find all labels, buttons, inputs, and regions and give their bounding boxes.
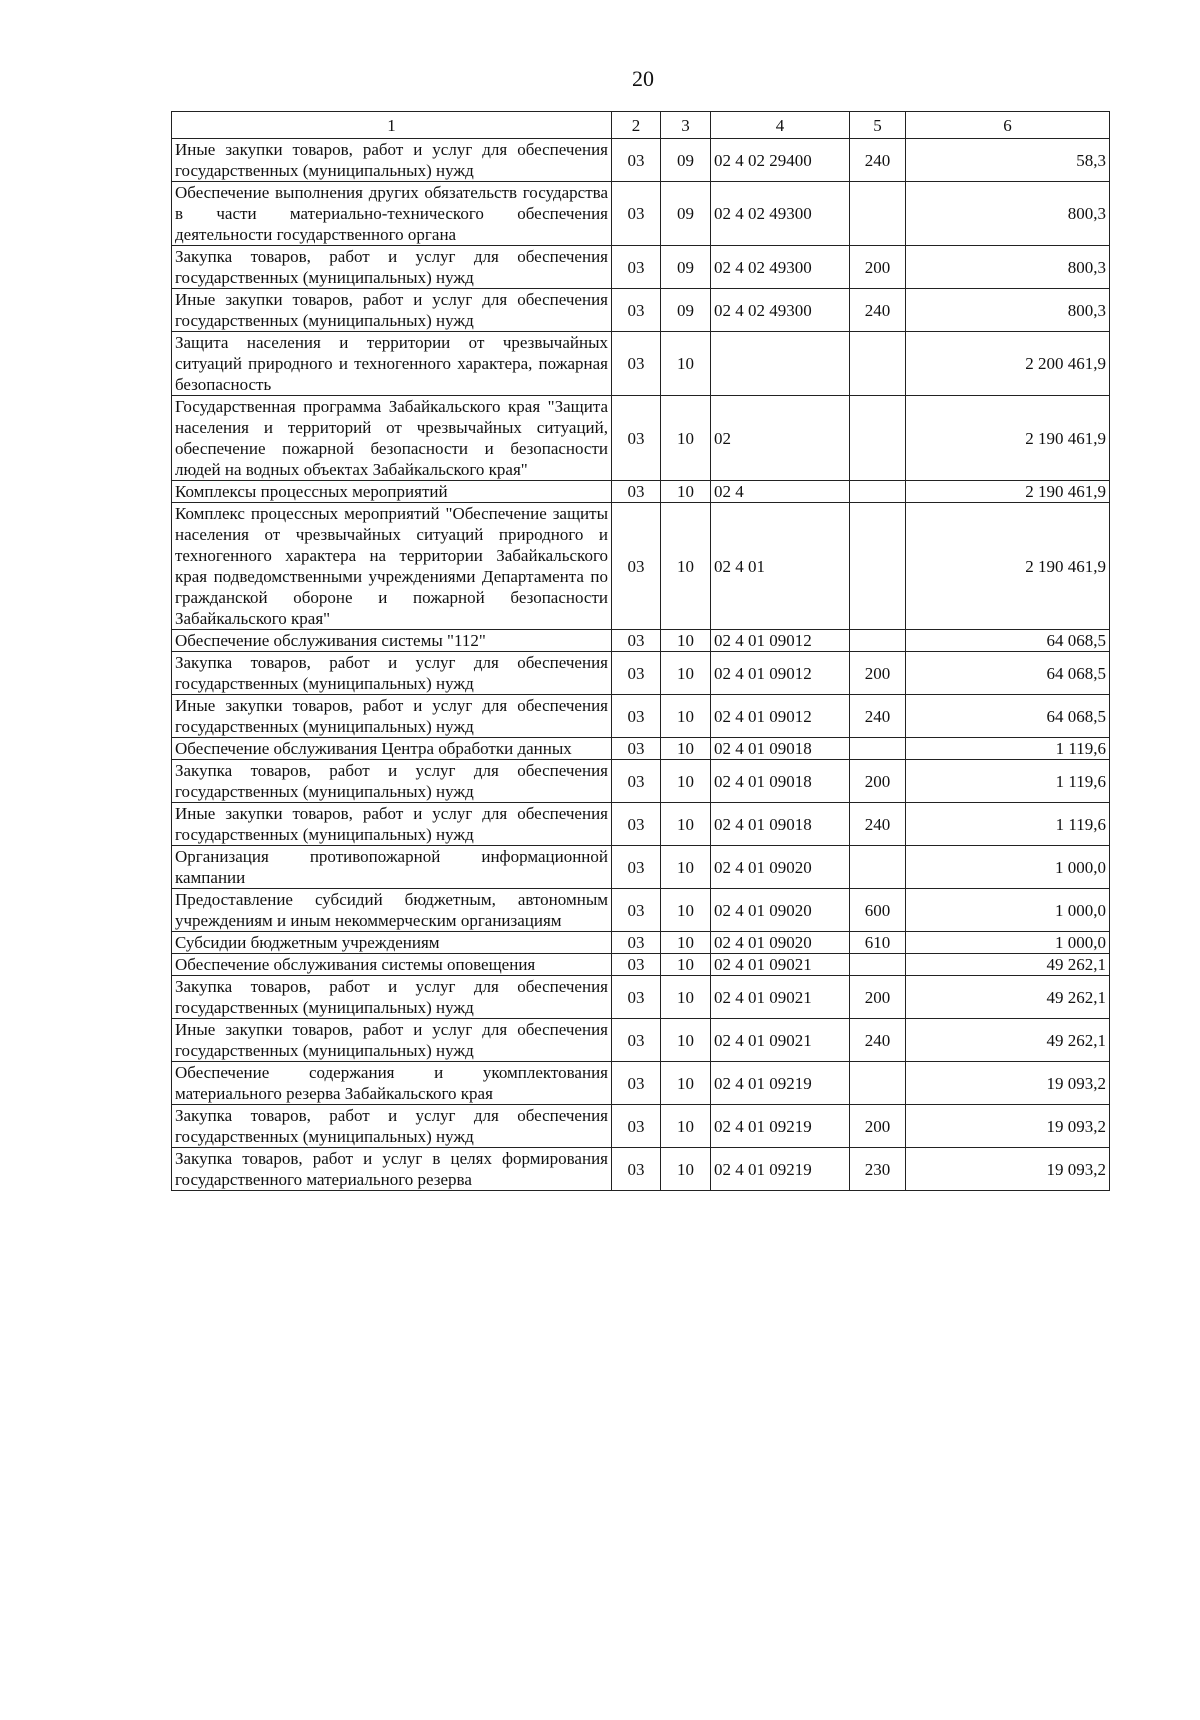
row-name-cell: Иные закупки товаров, работ и услуг для обеспечения государственных (муниципальных) нужд	[172, 1019, 612, 1062]
row-subsection-cell: 09	[661, 289, 711, 332]
row-expense-type-cell	[850, 954, 906, 976]
table-row	[172, 932, 1110, 954]
row-target-code-cell: 02 4 01	[711, 503, 850, 630]
row-amount-cell: 1 000,0	[906, 846, 1110, 889]
table-body	[172, 139, 1110, 1191]
row-subsection-cell: 10	[661, 1105, 711, 1148]
row-amount-cell: 2 190 461,9	[906, 503, 1110, 630]
row-subsection-cell: 10	[661, 976, 711, 1019]
column-header-4: 4	[711, 112, 850, 139]
row-section-cell: 03	[612, 803, 661, 846]
row-expense-type-cell: 600	[850, 889, 906, 932]
row-name-cell: Обеспечение выполнения других обязательств государства в части материально-технического обеспечения деятельности государственного органа	[172, 182, 612, 246]
column-header-5: 5	[850, 112, 906, 139]
row-expense-type-cell: 200	[850, 1105, 906, 1148]
row-subsection-cell: 10	[661, 846, 711, 889]
row-target-code-cell: 02 4 01 09021	[711, 976, 850, 1019]
row-subsection-cell: 10	[661, 1062, 711, 1105]
row-amount-cell: 19 093,2	[906, 1148, 1110, 1191]
row-amount-cell: 2 190 461,9	[906, 481, 1110, 503]
row-amount-cell: 1 119,6	[906, 803, 1110, 846]
row-name-cell: Комплексы процессных мероприятий	[172, 481, 612, 503]
row-subsection-cell: 10	[661, 760, 711, 803]
table-row	[172, 976, 1110, 1019]
table-row	[172, 846, 1110, 889]
row-target-code-cell: 02 4 01 09018	[711, 760, 850, 803]
row-name-cell: Иные закупки товаров, работ и услуг для обеспечения государственных (муниципальных) нужд	[172, 695, 612, 738]
row-expense-type-cell: 240	[850, 1019, 906, 1062]
row-subsection-cell: 10	[661, 481, 711, 503]
row-expense-type-cell: 200	[850, 976, 906, 1019]
row-section-cell: 03	[612, 396, 661, 481]
row-amount-cell: 800,3	[906, 289, 1110, 332]
row-expense-type-cell: 240	[850, 695, 906, 738]
row-expense-type-cell	[850, 630, 906, 652]
row-section-cell: 03	[612, 652, 661, 695]
row-subsection-cell: 09	[661, 139, 711, 182]
row-target-code-cell: 02 4 01 09012	[711, 630, 850, 652]
row-section-cell: 03	[612, 760, 661, 803]
row-name-cell: Закупка товаров, работ и услуг в целях формирования государственного материального резерва	[172, 1148, 612, 1191]
table-row	[172, 1148, 1110, 1191]
row-expense-type-cell: 610	[850, 932, 906, 954]
row-subsection-cell: 10	[661, 803, 711, 846]
table-row	[172, 889, 1110, 932]
row-expense-type-cell	[850, 481, 906, 503]
row-section-cell: 03	[612, 1105, 661, 1148]
row-name-cell: Обеспечение содержания и укомплектования материального резерва Забайкальского края	[172, 1062, 612, 1105]
row-subsection-cell: 10	[661, 889, 711, 932]
table-row	[172, 1105, 1110, 1148]
row-target-code-cell: 02 4 02 49300	[711, 182, 850, 246]
row-expense-type-cell	[850, 846, 906, 889]
header-row	[172, 112, 1110, 139]
table-row	[172, 695, 1110, 738]
row-subsection-cell: 10	[661, 1019, 711, 1062]
row-target-code-cell: 02 4 02 29400	[711, 139, 850, 182]
row-target-code-cell: 02	[711, 396, 850, 481]
row-amount-cell: 49 262,1	[906, 1019, 1110, 1062]
table-row	[172, 289, 1110, 332]
row-expense-type-cell	[850, 182, 906, 246]
row-target-code-cell: 02 4 01 09020	[711, 932, 850, 954]
budget-table	[171, 111, 1110, 1191]
row-subsection-cell: 10	[661, 695, 711, 738]
row-expense-type-cell	[850, 503, 906, 630]
row-target-code-cell: 02 4 01 09012	[711, 695, 850, 738]
table-row	[172, 652, 1110, 695]
row-amount-cell: 2 190 461,9	[906, 396, 1110, 481]
row-target-code-cell: 02 4 02 49300	[711, 246, 850, 289]
row-name-cell: Иные закупки товаров, работ и услуг для обеспечения государственных (муниципальных) нужд	[172, 803, 612, 846]
table-row	[172, 630, 1110, 652]
row-section-cell: 03	[612, 1148, 661, 1191]
row-name-cell: Закупка товаров, работ и услуг для обеспечения государственных (муниципальных) нужд	[172, 652, 612, 695]
row-amount-cell: 1 000,0	[906, 889, 1110, 932]
row-expense-type-cell: 240	[850, 803, 906, 846]
row-target-code-cell: 02 4 01 09021	[711, 1019, 850, 1062]
row-amount-cell: 49 262,1	[906, 976, 1110, 1019]
row-expense-type-cell	[850, 332, 906, 396]
row-expense-type-cell	[850, 396, 906, 481]
table-header	[172, 112, 1110, 139]
column-header-2: 2	[612, 112, 661, 139]
row-amount-cell: 2 200 461,9	[906, 332, 1110, 396]
row-section-cell: 03	[612, 889, 661, 932]
row-target-code-cell: 02 4 01 09021	[711, 954, 850, 976]
row-amount-cell: 800,3	[906, 246, 1110, 289]
row-subsection-cell: 10	[661, 503, 711, 630]
table-row	[172, 803, 1110, 846]
row-name-cell: Закупка товаров, работ и услуг для обеспечения государственных (муниципальных) нужд	[172, 760, 612, 803]
row-amount-cell: 64 068,5	[906, 630, 1110, 652]
column-header-3: 3	[661, 112, 711, 139]
row-expense-type-cell: 240	[850, 139, 906, 182]
table-row	[172, 503, 1110, 630]
row-target-code-cell: 02 4 01 09020	[711, 846, 850, 889]
row-amount-cell: 800,3	[906, 182, 1110, 246]
row-amount-cell: 1 119,6	[906, 738, 1110, 760]
row-name-cell: Предоставление субсидий бюджетным, автономным учреждениям и иным некоммерческим организациям	[172, 889, 612, 932]
row-section-cell: 03	[612, 503, 661, 630]
row-subsection-cell: 10	[661, 738, 711, 760]
row-name-cell: Субсидии бюджетным учреждениям	[172, 932, 612, 954]
row-section-cell: 03	[612, 630, 661, 652]
row-expense-type-cell: 200	[850, 760, 906, 803]
row-target-code-cell: 02 4 01 09018	[711, 738, 850, 760]
row-section-cell: 03	[612, 954, 661, 976]
row-target-code-cell: 02 4 01 09020	[711, 889, 850, 932]
row-name-cell: Иные закупки товаров, работ и услуг для обеспечения государственных (муниципальных) нужд	[172, 139, 612, 182]
row-amount-cell: 64 068,5	[906, 695, 1110, 738]
row-subsection-cell: 10	[661, 630, 711, 652]
table-row	[172, 481, 1110, 503]
row-section-cell: 03	[612, 182, 661, 246]
row-expense-type-cell: 200	[850, 652, 906, 695]
row-section-cell: 03	[612, 139, 661, 182]
row-subsection-cell: 10	[661, 1148, 711, 1191]
row-subsection-cell: 10	[661, 954, 711, 976]
row-subsection-cell: 10	[661, 332, 711, 396]
row-target-code-cell: 02 4 01 09219	[711, 1105, 850, 1148]
row-subsection-cell: 09	[661, 246, 711, 289]
column-header-1: 1	[172, 112, 612, 139]
row-subsection-cell: 10	[661, 652, 711, 695]
row-expense-type-cell	[850, 1062, 906, 1105]
row-expense-type-cell: 200	[850, 246, 906, 289]
row-amount-cell: 19 093,2	[906, 1105, 1110, 1148]
row-name-cell: Организация противопожарной информационной кампании	[172, 846, 612, 889]
row-name-cell: Государственная программа Забайкальского края "Защита населения и территорий от чрезвычайных ситуаций, обеспечение пожарной безопасности и безопасности людей на водных объектах Забайкальского края"	[172, 396, 612, 481]
row-subsection-cell: 10	[661, 932, 711, 954]
table-row	[172, 396, 1110, 481]
table-row	[172, 332, 1110, 396]
table-row	[172, 760, 1110, 803]
row-name-cell: Закупка товаров, работ и услуг для обеспечения государственных (муниципальных) нужд	[172, 246, 612, 289]
row-target-code-cell: 02 4 01 09012	[711, 652, 850, 695]
row-amount-cell: 49 262,1	[906, 954, 1110, 976]
row-section-cell: 03	[612, 246, 661, 289]
row-expense-type-cell	[850, 738, 906, 760]
row-amount-cell: 1 000,0	[906, 932, 1110, 954]
row-section-cell: 03	[612, 695, 661, 738]
row-name-cell: Закупка товаров, работ и услуг для обеспечения государственных (муниципальных) нужд	[172, 1105, 612, 1148]
row-amount-cell: 58,3	[906, 139, 1110, 182]
row-name-cell: Иные закупки товаров, работ и услуг для обеспечения государственных (муниципальных) нужд	[172, 289, 612, 332]
row-section-cell: 03	[612, 332, 661, 396]
row-subsection-cell: 09	[661, 182, 711, 246]
row-name-cell: Комплекс процессных мероприятий "Обеспечение защиты населения от чрезвычайных ситуаций природного и техногенного характера на территории Забайкальского края подведомственными учреждениями Департамента по гражданской обороне и пожарной безопасности Забайкальского края"	[172, 503, 612, 630]
row-amount-cell: 64 068,5	[906, 652, 1110, 695]
table-row	[172, 182, 1110, 246]
table-row	[172, 1019, 1110, 1062]
row-section-cell: 03	[612, 738, 661, 760]
column-header-6: 6	[906, 112, 1110, 139]
row-amount-cell: 19 093,2	[906, 1062, 1110, 1105]
row-section-cell: 03	[612, 976, 661, 1019]
table-row	[172, 738, 1110, 760]
row-name-cell: Обеспечение обслуживания системы "112"	[172, 630, 612, 652]
row-subsection-cell: 10	[661, 396, 711, 481]
page-number: 20	[632, 66, 654, 91]
row-target-code-cell	[711, 332, 850, 396]
row-section-cell: 03	[612, 846, 661, 889]
row-target-code-cell: 02 4 02 49300	[711, 289, 850, 332]
row-target-code-cell: 02 4 01 09219	[711, 1062, 850, 1105]
row-target-code-cell: 02 4	[711, 481, 850, 503]
row-name-cell: Закупка товаров, работ и услуг для обеспечения государственных (муниципальных) нужд	[172, 976, 612, 1019]
row-target-code-cell: 02 4 01 09219	[711, 1148, 850, 1191]
row-section-cell: 03	[612, 481, 661, 503]
row-section-cell: 03	[612, 1019, 661, 1062]
row-expense-type-cell: 230	[850, 1148, 906, 1191]
table-row	[172, 1062, 1110, 1105]
row-expense-type-cell: 240	[850, 289, 906, 332]
row-target-code-cell: 02 4 01 09018	[711, 803, 850, 846]
row-amount-cell: 1 119,6	[906, 760, 1110, 803]
row-name-cell: Обеспечение обслуживания системы оповещения	[172, 954, 612, 976]
row-name-cell: Обеспечение обслуживания Центра обработки данных	[172, 738, 612, 760]
table-row	[172, 954, 1110, 976]
row-section-cell: 03	[612, 932, 661, 954]
row-name-cell: Защита населения и территории от чрезвычайных ситуаций природного и техногенного характера, пожарная безопасность	[172, 332, 612, 396]
row-section-cell: 03	[612, 289, 661, 332]
row-section-cell: 03	[612, 1062, 661, 1105]
table-row	[172, 139, 1110, 182]
table-row	[172, 246, 1110, 289]
